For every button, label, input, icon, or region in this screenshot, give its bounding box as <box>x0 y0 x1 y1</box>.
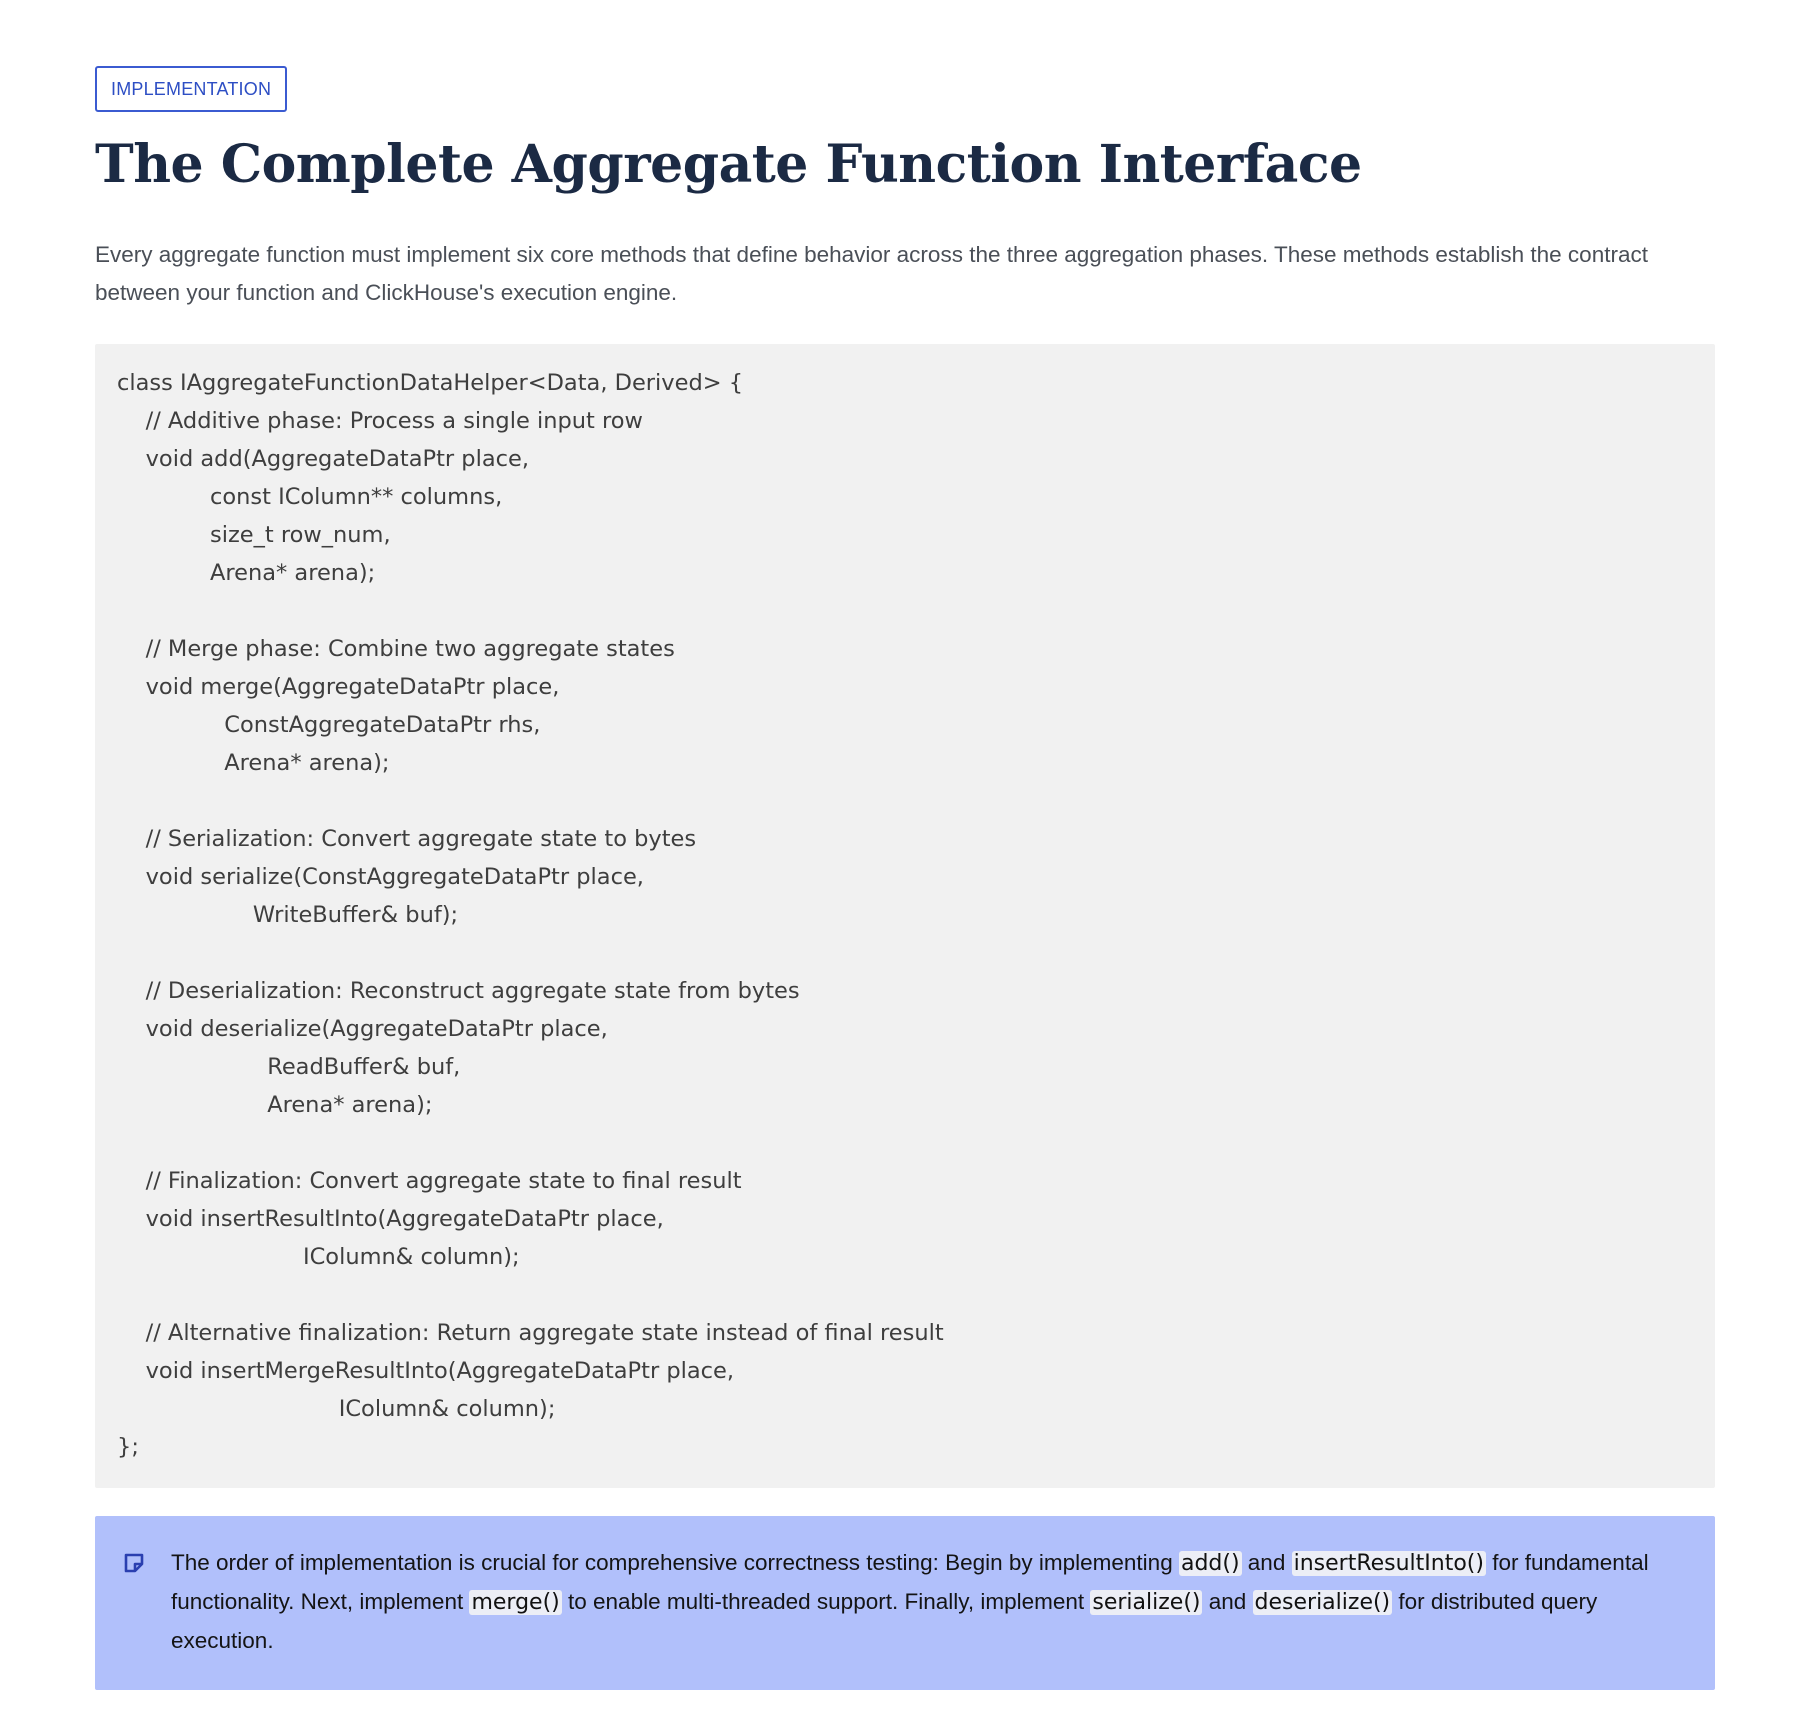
code-line: ConstAggregateDataPtr rhs, <box>117 712 541 738</box>
code-line <box>117 782 1693 820</box>
inline-code: add() <box>1180 1551 1240 1576</box>
code-line: IColumn& column); <box>117 1244 520 1270</box>
inline-code: merge() <box>471 1590 560 1615</box>
code-line: void insertResultInto(AggregateDataPtr place, <box>117 1206 664 1232</box>
code-line <box>117 1124 1693 1162</box>
code-line: }; <box>117 1434 139 1460</box>
page <box>95 66 1715 1690</box>
page-title: The Complete Aggregate Function Interface <box>95 134 1362 195</box>
code-line: void insertMergeResultInto(AggregateDataPtr place, <box>117 1358 735 1384</box>
inline-code: deserialize() <box>1254 1590 1391 1615</box>
code-line: Arena* arena); <box>117 560 376 586</box>
code-line: void add(AggregateDataPtr place, <box>117 446 529 472</box>
inline-code: insertResultInto() <box>1293 1551 1484 1576</box>
code-line: void deserialize(AggregateDataPtr place, <box>117 1016 608 1042</box>
code-block <box>95 344 1715 1488</box>
note-text-segment: and <box>1241 1550 1292 1575</box>
section-badge: IMPLEMENTATION <box>95 66 287 112</box>
code-line: ReadBuffer& buf, <box>117 1054 461 1080</box>
code-line <box>117 934 1693 972</box>
inline-code: serialize() <box>1092 1590 1201 1615</box>
code-line: // Deserialization: Reconstruct aggregate state from bytes <box>117 978 800 1004</box>
code-line: IColumn& column); <box>117 1396 556 1422</box>
note-text-segment: to enable multi-threaded support. Finally, implement <box>561 1589 1091 1614</box>
code-line: // Serialization: Convert aggregate state to bytes <box>117 826 697 852</box>
note-text-segment: for distributed query execution. <box>171 1589 1598 1653</box>
code-line <box>117 592 1693 630</box>
code-line: // Finalization: Convert aggregate state to final result <box>117 1168 742 1194</box>
note-text-segment: and <box>1202 1589 1253 1614</box>
code-line: void serialize(ConstAggregateDataPtr place, <box>117 864 644 890</box>
code-line: size_t row_num, <box>117 522 391 548</box>
code-line: const IColumn** columns, <box>117 484 503 510</box>
note-text-segment: The order of implementation is crucial for comprehensive correctness testing: Begin by implementing <box>171 1550 1179 1575</box>
code-line: WriteBuffer& buf); <box>117 902 459 928</box>
code-line <box>117 1276 1693 1314</box>
code-line: class IAggregateFunctionDataHelper<Data, Derived> { <box>117 370 744 396</box>
code-line: Arena* arena); <box>117 1092 433 1118</box>
code-line: // Alternative finalization: Return aggregate state instead of final result <box>117 1320 944 1346</box>
code-line: Arena* arena); <box>117 750 390 776</box>
intro-paragraph: Every aggregate function must implement six core methods that define behavior across the three aggregation phases. These methods establish the contract between your function and ClickHouse's execution engine. <box>95 242 1648 305</box>
note-text-segment: for fundamental functionality. Next, implement <box>171 1550 1649 1614</box>
code-line: void merge(AggregateDataPtr place, <box>117 674 560 700</box>
code-line: // Additive phase: Process a single input row <box>117 408 643 434</box>
note-icon <box>123 1552 145 1574</box>
code-line: // Merge phase: Combine two aggregate states <box>117 636 675 662</box>
note-text <box>171 1544 1675 1660</box>
note-callout <box>95 1516 1715 1690</box>
